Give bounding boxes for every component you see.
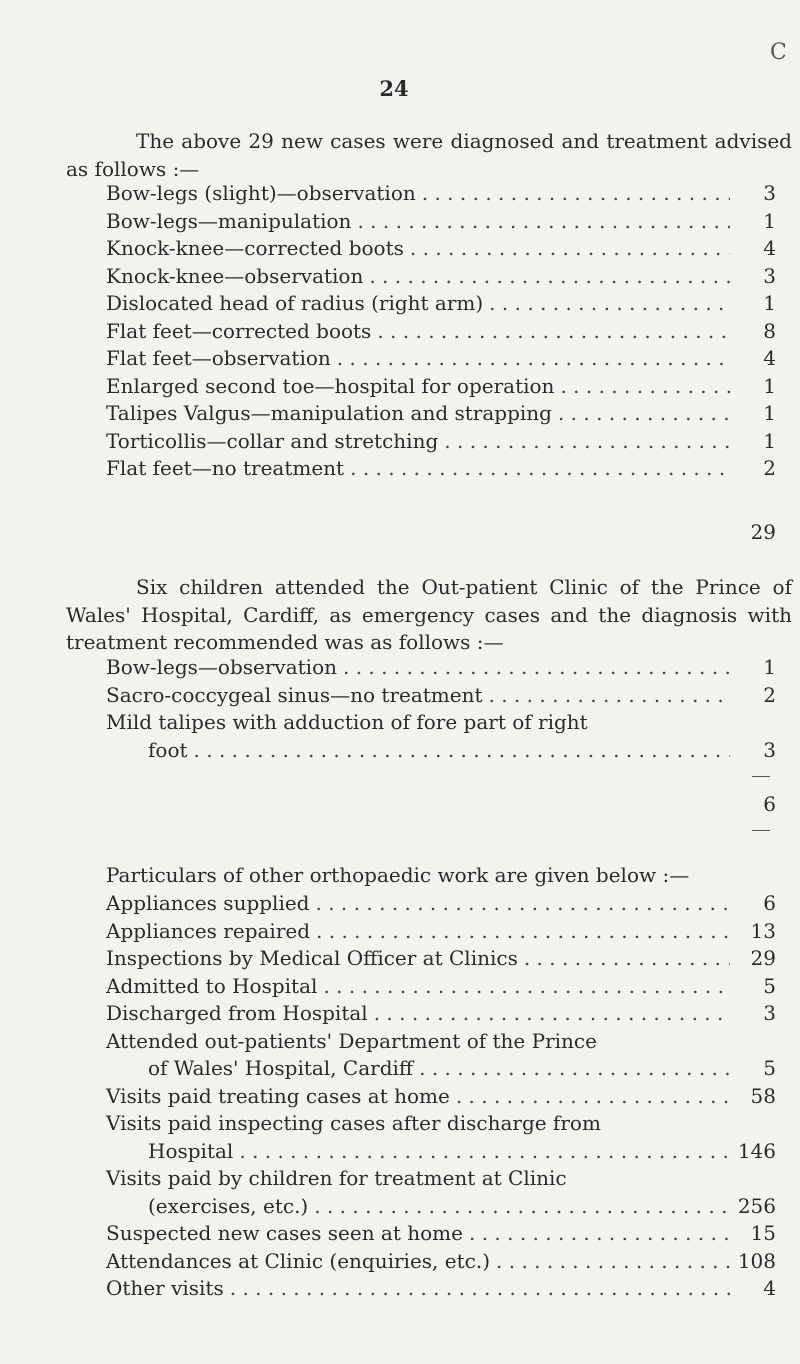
item-value: 8 [763,318,776,343]
item-label: Enlarged second toe—hospital for operation [106,373,555,398]
leader-dots [316,918,730,946]
leader-dots [239,1138,730,1166]
item-label: foot [148,737,188,762]
item-value: 2 [763,682,776,707]
list-item [106,1248,776,1276]
list-item [106,1138,776,1166]
item-value: 13 [750,918,776,943]
item-value: 15 [750,1221,776,1245]
leader-dots [410,235,730,263]
item-value: 4 [763,1276,776,1300]
leader-dots [194,737,730,765]
item-label: Admitted to Hospital [106,973,318,998]
list-item [106,945,776,973]
list-item [106,737,776,765]
section1-total: 29 [750,520,776,544]
leader-dots [524,945,730,973]
list-item [106,1083,776,1111]
item-label: Mild talipes with adduction of fore part of right [106,710,588,734]
leader-dots [337,345,730,373]
item-value: 1 [763,428,776,453]
item-value: 1 [763,655,776,679]
section2-total: 6 [763,792,776,816]
item-label: Bow-legs—manipulation [106,208,352,233]
item-label: Other visits [106,1276,224,1300]
leader-dots [469,1220,730,1248]
item-label: Appliances repaired [106,918,311,943]
item-value: 1 [763,291,776,315]
item-value: 2 [763,456,776,480]
item-value: 1 [763,401,776,425]
list-item [106,918,776,946]
leader-dots [357,208,730,236]
leader-dots [444,428,730,456]
list-item [106,973,776,1001]
leader-dots [314,1193,730,1221]
item-label: Discharged from Hospital [106,1001,368,1025]
list-item [106,709,776,737]
list-item [106,1220,776,1248]
list-item [106,1110,776,1138]
item-label: Hospital [148,1138,234,1163]
item-label: Dislocated head of radius (right arm) [106,291,484,315]
list-item [106,263,776,291]
section1-list [106,180,776,483]
item-value: 6 [763,891,776,915]
list-item [106,682,776,710]
corner-mark: C [770,40,787,65]
item-value: 108 [737,1248,776,1273]
item-label: Knock-knee—observation [106,263,364,288]
item-label: Flat feet—observation [106,346,331,370]
list-item [106,455,776,483]
leader-dots [316,890,731,918]
list-item [106,890,776,918]
item-label: Inspections by Medical Officer at Clinics [106,946,518,970]
item-value: 29 [750,946,776,970]
total-rule [752,776,770,777]
item-label: Flat feet—no treatment [106,456,345,480]
page-number: 24 [379,76,409,101]
item-value: 5 [763,1056,776,1080]
list-item [106,208,776,236]
leader-dots [558,400,730,428]
leader-dots [369,263,730,291]
list-item [106,1193,776,1221]
leader-dots [489,682,730,710]
item-value: 3 [763,263,776,288]
list-item [106,1028,776,1056]
section2-intro: Six children attended the Out-patient Clinic of the Prince of Wales' Hospital, Cardiff, as emergency cases and the diagnosis with treatment recommended was as follows :— [66,575,792,654]
item-value: 3 [763,1001,776,1025]
item-value: 5 [763,973,776,998]
item-value: 146 [737,1138,776,1163]
leader-dots [489,290,730,318]
item-label: Visits paid by children for treatment at Clinic [106,1166,567,1190]
item-label: Bow-legs—observation [106,655,337,679]
item-value: 58 [750,1083,776,1108]
section3-intro: Particulars of other orthopaedic work are given below :— [106,863,690,887]
item-label: Sacro-coccygeal sinus—no treatment [106,682,483,707]
item-label: Visits paid inspecting cases after discharge from [106,1111,601,1135]
item-label: Appliances supplied [106,891,310,915]
total-rule [752,830,770,831]
item-value: 256 [737,1193,776,1218]
item-value: 3 [763,181,776,205]
list-item [106,290,776,318]
item-label: Visits paid treating cases at home [106,1083,450,1108]
leader-dots [230,1275,730,1303]
item-label: Torticollis—collar and stretching [106,428,439,453]
list-item [106,345,776,373]
list-item [106,180,776,208]
item-label: Bow-legs (slight)—observation [106,181,416,205]
section1-intro: The above 29 new cases were diagnosed and treatment advised as follows :— [66,129,792,181]
item-value: 4 [763,236,776,260]
leader-dots [496,1248,730,1276]
leader-dots [350,455,730,483]
item-value: 4 [763,346,776,370]
leader-dots [560,373,730,401]
leader-dots [343,654,730,682]
list-item [106,400,776,428]
item-label: Talipes Valgus—manipulation and strapping [106,401,552,425]
list-item [106,1165,776,1193]
section3-list [106,890,776,1303]
item-value: 1 [763,208,776,233]
leader-dots [374,1000,730,1028]
leader-dots [422,180,730,208]
leader-dots [377,318,730,346]
list-item [106,1000,776,1028]
leader-dots [323,973,730,1001]
item-label: of Wales' Hospital, Cardiff [148,1056,414,1080]
list-item [106,1275,776,1303]
leader-dots [419,1055,730,1083]
section2-list [106,654,776,764]
list-item [106,654,776,682]
item-label: Attendances at Clinic (enquiries, etc.) [106,1248,491,1273]
leader-dots [456,1083,730,1111]
list-item [106,428,776,456]
list-item [106,1055,776,1083]
list-item [106,373,776,401]
item-label: Flat feet—corrected boots [106,318,372,343]
item-value: 1 [763,373,776,398]
item-label: Suspected new cases seen at home [106,1221,463,1245]
item-value: 3 [763,737,776,762]
item-label: Knock-knee—corrected boots [106,236,404,260]
item-label: (exercises, etc.) [148,1193,309,1218]
list-item [106,235,776,263]
item-label: Attended out-patients' Department of the Prince [106,1028,597,1053]
list-item [106,318,776,346]
